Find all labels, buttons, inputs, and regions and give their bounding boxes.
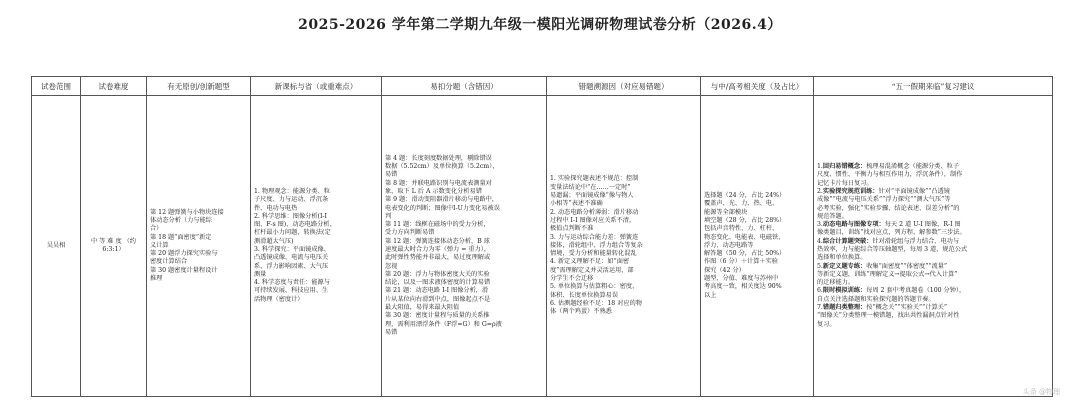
causes-line: 3. 力与运动综合能力差：弹簧连 xyxy=(550,233,639,241)
header-causes: 错题溯源因（对应易错题） xyxy=(547,77,701,96)
innovation-line: 第 20 题浮力探究实验与 xyxy=(150,250,218,258)
document-title: 2025-2026 学年第二学期九年级一模阳光调研物理试卷分析（2026.4） xyxy=(298,17,782,33)
causes-line: 变量法结论中“在……一定时” xyxy=(550,183,631,191)
innovation-line: 体动态分析（力与能综 xyxy=(150,216,212,224)
header-row xyxy=(32,77,1053,96)
advice-text: “图像关”分类整理一模错题，找出共性漏洞点针对性 xyxy=(817,312,960,320)
innovation-line: 第 30 题密度计量程设计 xyxy=(150,266,218,274)
advice-text: 成像”“电流与电压关系”“浮力探究”“测大气压”等 xyxy=(817,196,951,204)
advice-line xyxy=(817,171,1049,179)
mistakes-line: 第 8 题：并联电路识别与电流表测量对 xyxy=(385,179,492,187)
advice-number: 6. xyxy=(817,287,823,295)
causes-line: 2. 动态电路分析薄弱：滑片移动 xyxy=(550,208,639,216)
relevance-line: 能源等全部模块 xyxy=(704,208,748,216)
advice-number: 2. xyxy=(817,187,823,195)
innovation-line: 义计算 xyxy=(150,241,169,249)
advice-text: 梳理易混淆概念（能源分类、粒子 xyxy=(866,163,960,171)
mistakes-line: 第 20 题：浮力与物体密度大关的实验 xyxy=(385,270,490,278)
relevance-cell xyxy=(701,96,814,397)
advice-text: 每周 2 套中考真题卷（100 分钟）， xyxy=(866,287,966,295)
advice-text: 的迁移能力。 xyxy=(817,279,855,287)
advice-text: 规范答题。 xyxy=(817,212,848,220)
causes-line: 6. 估测题经验不足：18 对应的物 xyxy=(550,299,642,307)
header-scope: 试卷范围 xyxy=(32,77,81,96)
header-mistakes: 易扣分题（含错因） xyxy=(382,77,547,96)
advice-number: 5. xyxy=(817,262,823,270)
mistakes-cell xyxy=(382,96,547,397)
advice-line xyxy=(817,196,1049,204)
relevance-line: 以上 xyxy=(704,291,717,299)
mistakes-line: 易错 xyxy=(385,328,398,336)
mistakes-line: 最大阻值，易得来最大阻值 xyxy=(385,304,460,312)
advice-number: 1. xyxy=(817,163,823,171)
mistakes-line: 第 11 题：线框在磁场中的受力分析， xyxy=(385,221,490,229)
relevance-line: 选择题（24 分，占比 24%） xyxy=(704,192,786,200)
mistakes-line: 电表变化的判断；图像中I-U力变化易被误 xyxy=(385,204,500,212)
relevance-line: 浮力、动态电路等 xyxy=(704,241,754,249)
standards-line: 1. 物理观念：能源分类、粒 xyxy=(254,187,330,195)
advice-text: 选择和单位换算。 xyxy=(817,254,867,262)
advice-text: 必考实验，强化“实验步骤、结论表述、误差分析”的 xyxy=(817,204,960,212)
advice-line xyxy=(817,238,1049,246)
mistakes-line: 受力方向判断易错 xyxy=(385,229,435,237)
standards-line: 系、浮力影响因素、大气压 xyxy=(254,262,329,270)
advice-text: 针对滑轮组与浮力结合、电功与 xyxy=(872,237,960,245)
advice-text: 记忆卡片每日复习。 xyxy=(817,179,873,187)
causes-line: 度”需理解定义并灵活运用，部 xyxy=(550,266,634,274)
advice-keyword: 综合计算题突破： xyxy=(822,237,873,245)
mistakes-line: 判 xyxy=(385,212,392,220)
advice-text: 按“概念关”“实验关”“计算关” xyxy=(866,304,948,312)
causes-line: 小相等”表述不准确 xyxy=(550,200,603,208)
causes-line: 易遗漏；平面镜成像“像与物人 xyxy=(550,192,634,200)
relevance-line: 填空题（28 分，占比 28%） xyxy=(704,216,786,224)
standards-line: 活物理（密度计） xyxy=(254,295,304,303)
advice-line xyxy=(817,263,1049,271)
advice-cell xyxy=(814,96,1053,397)
advice-text: 尺度、惯性、平衡力与相互作用力，浮沉条件），制作 xyxy=(817,171,963,179)
mistakes-line: 速度最大时合力为零（弹力 = 重力）， xyxy=(385,246,491,253)
advice-text: 复习。 xyxy=(817,320,836,328)
advice-line xyxy=(817,213,1049,221)
advice-line xyxy=(817,287,1049,295)
standards-cell xyxy=(251,96,382,397)
advice-line xyxy=(817,321,1049,329)
advice-text: 热效率，力与能综合等压轴题型，每周 3 道，规范公式 xyxy=(817,246,968,253)
advice-text: 等新定义题，训练“理解定义→提取公式→代入计算” xyxy=(817,270,958,278)
causes-line: 极值点判断不准 xyxy=(550,225,594,233)
causes-line: 1. 实验探究题表述不规范：控制 xyxy=(550,175,639,183)
advice-keyword: 新定义题专练： xyxy=(822,262,867,270)
advice-keyword: 动态电路与图像专项： xyxy=(822,221,885,229)
innovation-line: 第 12 题弹簧与小物块连接 xyxy=(150,208,224,216)
mistakes-line: 第 30 题：密度计量程与质量的关系推 xyxy=(385,312,490,320)
mistakes-line: 第 12 题：弹簧连接体动态分析，B 球 xyxy=(385,237,490,245)
standards-line: 杠杆最小力问题、转换法(定 xyxy=(254,229,331,237)
advice-text: 针对“平面镜成像”“凸透镜 xyxy=(878,187,950,195)
standards-line: 子尺度、力与运动、浮沉条 xyxy=(254,196,329,204)
advice-text: 收集“面密度”“体密度”“流量” xyxy=(866,262,948,270)
mistakes-line: 第 21 题：动态电路 I-I 图像分析，滑 xyxy=(385,287,489,295)
relevance-line: 包括声音特性、力、杠杆、 xyxy=(704,225,779,233)
causes-cell xyxy=(547,96,701,397)
standards-line: 件、电功与电热 xyxy=(254,204,298,212)
header-standards: 新课标与省（或重难点） xyxy=(251,77,382,96)
relevance-line: 作图（6 分）＋计算＋实验 xyxy=(704,258,778,266)
analysis-table xyxy=(31,76,1053,397)
scope-cell: 吴吴相 xyxy=(32,96,81,397)
causes-line: 过程中 I-I 图像对应关系不清， xyxy=(550,216,636,224)
advice-line xyxy=(817,312,1049,320)
standards-line: 4. 科学态度与责任：能源与 xyxy=(254,279,330,287)
relevance-line: 解答题（50 分，占比 50%） xyxy=(704,250,786,258)
advice-keyword: 限时模拟训练： xyxy=(822,287,867,295)
standards-line: 凸透镜成像、电流与电压关 xyxy=(254,254,329,262)
innovation-line: 推理 xyxy=(150,275,163,283)
mistakes-line: 此时弹性势能并非最大，易过度理解或 xyxy=(385,254,491,262)
standards-line: 图、F-s 图)、动态电路分析、 xyxy=(254,221,336,229)
causes-line: 5. 单位换算与估算粗心：密度、 xyxy=(550,283,639,291)
relevance-line: 覆盖声、光、力、热、电、 xyxy=(704,200,779,208)
mistakes-line: 忽视 xyxy=(385,262,398,270)
advice-line xyxy=(817,205,1049,213)
advice-line xyxy=(817,188,1049,196)
header-relevance: 与中/高考相关度（及占比） xyxy=(701,77,814,96)
advice-number: 4. xyxy=(817,237,823,245)
causes-line: 4. 新定义理解不足：如“面密 xyxy=(550,258,630,266)
relevance-line: 物态变化、电能表、电磁铁、 xyxy=(704,233,785,241)
advice-text: 每天 2 道 U-I 图像、R-I 图 xyxy=(884,221,961,229)
advice-line xyxy=(817,254,1049,262)
advice-line xyxy=(817,296,1049,304)
innovation-line: 密度计算结合 xyxy=(150,258,188,266)
table-row xyxy=(32,96,1053,397)
advice-line xyxy=(817,271,1049,279)
relevance-line: 考高度一致，相关度达 90% xyxy=(704,283,782,291)
mistakes-line: 象，取下 L 后 A 示数变化分析易错 xyxy=(385,187,482,195)
causes-line: 接体，滑轮组中，浮力组合等复杂 xyxy=(550,241,643,249)
standards-line: 测滑超大气压) xyxy=(254,237,294,245)
header-difficulty: 试卷难度 xyxy=(81,77,147,96)
innovation-line: 合） xyxy=(150,225,163,233)
relevance-line: 探究（42 分） xyxy=(704,266,745,274)
mistakes-line: 理，需利用漂浮条件（F浮=G）和 G=ρ液 xyxy=(385,320,502,328)
causes-line: 体（两个鸡蛋）不熟悉 xyxy=(550,308,612,316)
mistakes-line: 数据（5.52cm）及单位换算（5.2cm）， xyxy=(385,163,499,171)
advice-keyword: 实验探究规范训练： xyxy=(822,187,879,195)
advice-keyword: 回归易错概念： xyxy=(822,163,867,171)
mistakes-line: 第 9 题：滑动变阻器滑片移动与电路中， xyxy=(385,196,499,204)
advice-text: 自点关注选择题和实验探究题的答题节奏。 xyxy=(817,295,935,303)
advice-number: 3. xyxy=(817,221,823,229)
innovation-cell xyxy=(147,96,251,397)
mistakes-line: 片从某位向右滑到中点，图像起点不是 xyxy=(385,295,491,303)
causes-line: 情境，受力分析和能量转化混乱 xyxy=(550,250,637,258)
advice-keyword: 错题归类整理： xyxy=(822,304,867,312)
advice-line xyxy=(817,229,1049,237)
causes-line: 体积、长度单位换算易误 xyxy=(550,291,619,299)
header-innovation: 有无原创/创新题型 xyxy=(147,77,251,96)
mistakes-line: 结论，以及一图求液体密度的计算易错 xyxy=(385,279,491,287)
standards-line: 可持续发展、科技应用、生 xyxy=(254,287,329,295)
watermark-text: 头条 @物理 xyxy=(1022,388,1060,396)
header-advice: “五一假期来临”复习建议 xyxy=(814,77,1053,96)
causes-line: 分学生不会迁移 xyxy=(550,275,594,283)
relevance-line: 题型、分值、难度与苏州中 xyxy=(704,275,779,283)
standards-line: 2. 科学思维：图像分析(I-I xyxy=(254,212,327,220)
standards-line: 3. 科学探究：平面镜成像、 xyxy=(254,246,330,253)
advice-line xyxy=(817,180,1049,188)
standards-line: 测量 xyxy=(254,270,267,278)
advice-number: 7. xyxy=(817,304,823,312)
difficulty-cell: 中 等 难 度 （约 6:3:1） xyxy=(81,96,147,397)
advice-text: 像类题目，训练“找对应点、列方程、解参数”三步法。 xyxy=(817,229,966,237)
innovation-line: 第 18 题“面密度”新定 xyxy=(150,233,212,241)
mistakes-line: 易错 xyxy=(385,171,398,179)
mistakes-line: 第 4 题：长度刻度数据处理，剔除错误 xyxy=(385,154,492,162)
